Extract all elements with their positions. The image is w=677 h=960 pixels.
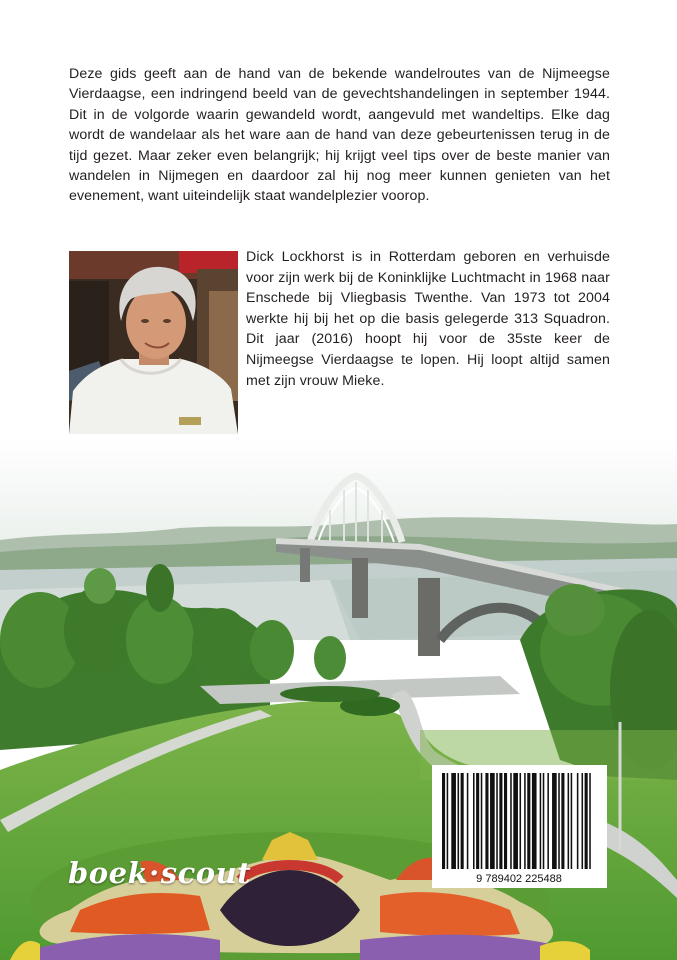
barcode-bar	[520, 773, 522, 869]
barcode-bar	[552, 773, 557, 869]
barcode-bar	[490, 773, 495, 869]
barcode-bar	[577, 773, 579, 869]
barcode-bar	[571, 773, 573, 869]
barcode-bar	[442, 773, 445, 869]
barcode-bar	[547, 773, 549, 869]
barcode-bar	[568, 773, 570, 869]
isbn-barcode	[432, 765, 607, 888]
logo-dot: ·	[149, 856, 160, 890]
logo-part-boek: boek	[68, 856, 149, 890]
barcode-bar	[458, 773, 460, 869]
logo-part-scout: scout	[160, 856, 252, 890]
barcode-bar	[451, 773, 456, 869]
publisher-logo	[68, 856, 251, 890]
barcode-bar	[561, 773, 564, 869]
author-photo	[69, 251, 238, 434]
barcode-bar	[473, 773, 475, 869]
barcode-bar	[510, 773, 512, 869]
barcode-bar	[585, 773, 588, 869]
barcode-bar	[499, 773, 502, 869]
barcode-bar	[532, 773, 537, 869]
barcode-bar	[558, 773, 560, 869]
barcode-bar	[513, 773, 518, 869]
barcode-bar	[527, 773, 530, 869]
barcode-bar	[485, 773, 488, 869]
barcode-bar	[543, 773, 545, 869]
barcode-digits: 9 789402 225488	[476, 873, 562, 885]
barcode-bar	[524, 773, 526, 869]
barcode-bar	[476, 773, 479, 869]
barcode-bar	[540, 773, 542, 869]
author-bio: Dick Lockhorst is in Rotterdam geboren en verhuisde voor zijn werk bij de Koninklijke Luchtmacht in 1968 naar Enschede bij Vliegbasis Twenthe. Van 1973 tot 2004 werkte hij bij het op die basis gelegerde 313 Squadron. Dit jaar (2016) hoopt hij voor de 35ste keer de Nijmeegse Vierdaagse te lopen. Hij loopt altijd samen met zijn vrouw Mieke.	[246, 249, 610, 389]
book-description: Deze gids geeft aan de hand van de bekende wandelroutes van de Nijmeegse Vierdaagse, een indringend beeld van de gevechtshandelingen in september 1944. Dit in de volgorde waarin gewandeld wordt, aangevuld met wandeltips. Elke dag wordt de wandelaar als het ware aan de hand van deze gebeurtenissen terug in de tijd gezet. Maar zeker even belangrijk; hij krijgt veel tips over de beste manier van wandelen in Nijmegen en daardoor zal hij nog meer kunnen genieten van het evenement, want uiteindelijk staat wandelplezier voorop.	[69, 66, 610, 205]
barcode-bar	[582, 773, 584, 869]
barcode-bar	[461, 773, 464, 869]
barcode-bar	[467, 773, 469, 869]
barcode-bar	[504, 773, 507, 869]
barcode-bar	[589, 773, 591, 869]
barcode-bar	[447, 773, 449, 869]
barcode-bar	[481, 773, 483, 869]
barcode-bar	[496, 773, 498, 869]
